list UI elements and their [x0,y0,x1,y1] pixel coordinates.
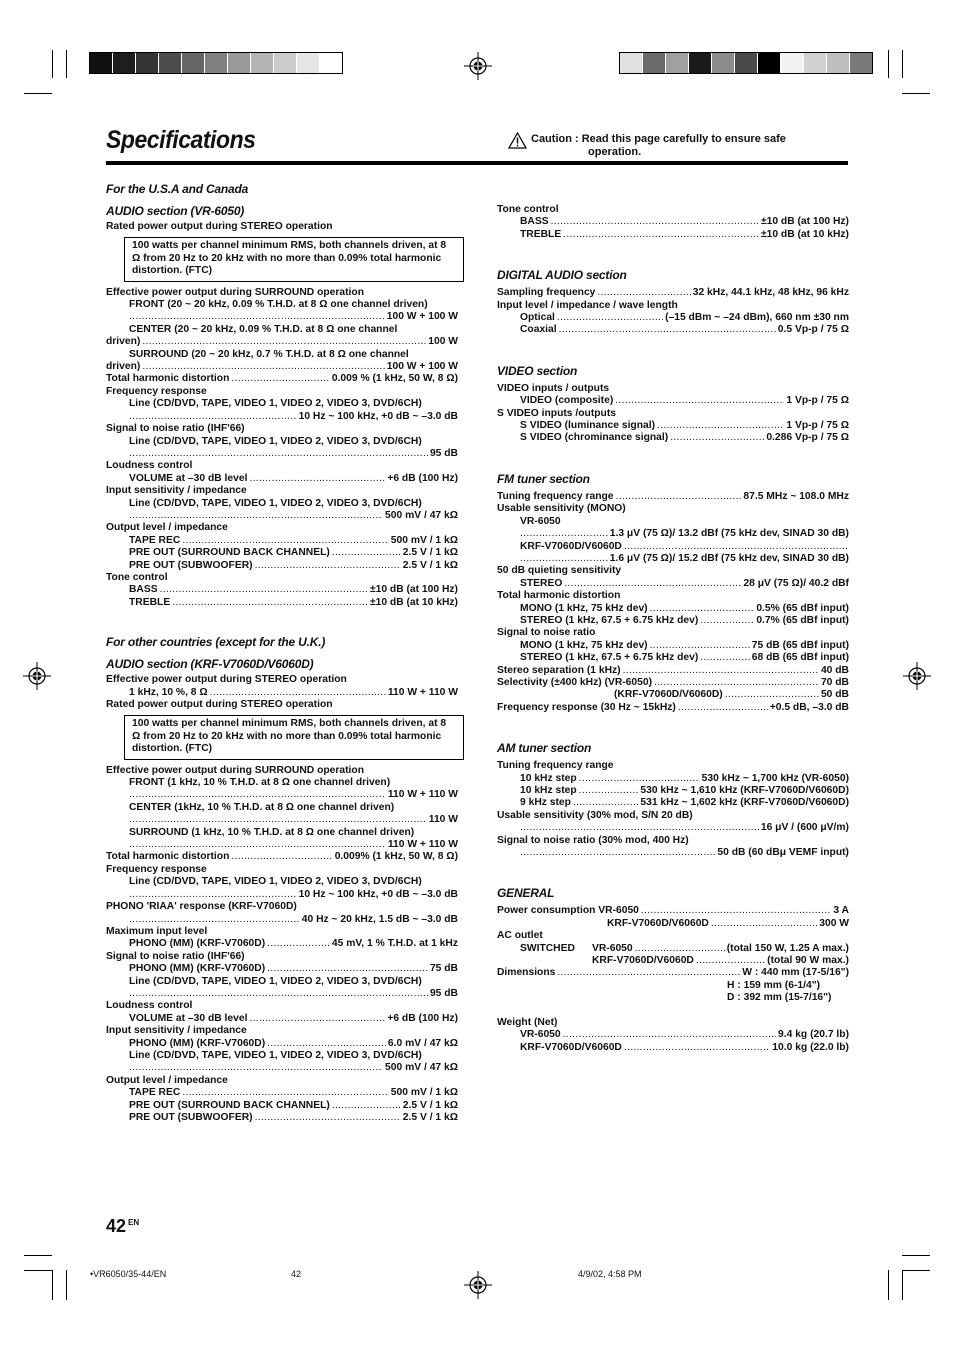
spec-label: Usable sensitivity (MONO) [497,503,626,515]
section-heading: DIGITAL AUDIO section [497,268,627,283]
crop-mark [52,1270,53,1300]
section-heading: FM tuner section [497,471,590,486]
left-column [106,182,458,1124]
crop-mark [24,93,52,94]
spec-row: BASS ..... ±10 dB (at 100 Hz) [106,584,458,596]
page-number: 42 $^{EN}$ [106,1216,140,1236]
spec-row: KRF-V7060D/V6060D ..... (total 90 W max.) [497,955,849,967]
spec-label: Weight (Net) [497,1016,558,1028]
spec-row: ..... 110 W + 110 W [106,789,458,801]
spec-row: ..... 50 dB (60 dBμ VEMF input) [497,847,849,859]
color-patch [735,53,758,73]
crop-mark [52,50,53,78]
spec-row: MONO (1 kHz, 75 kHz dev) ..... 75 dB (65 dBf input) [497,640,849,652]
spec-row: PRE OUT (SUBWOOFER) ..... 2.5 V / 1 kΩ [106,1112,458,1124]
color-patch [804,53,827,73]
registration-mark-icon [464,52,492,80]
spec-label: S VIDEO inputs /outputs [497,407,616,419]
region-heading: For other countries (except for the U.K.) [106,635,326,650]
color-patch [666,53,689,73]
spec-label: Input sensitivity / impedance [106,485,247,497]
color-patch [712,53,735,73]
spec-row: TAPE REC ..... 500 mV / 1 kΩ [106,535,458,547]
section-heading: VIDEO section [497,363,578,378]
spec-label: FRONT (20 ~ 20 kHz, 0.09 % T.H.D. at 8 Ω one channel driven) [129,299,428,311]
spec-row: ..... 110 W [106,814,458,826]
spec-row: PRE OUT (SURROUND BACK CHANNEL) ..... 2.5 V / 1 kΩ [106,1100,458,1112]
spec-row: Dimensions ..... W : 440 mm (17-5/16") [497,967,849,979]
spec-row: PRE OUT (SUBWOOFER) ..... 2.5 V / 1 kΩ [106,560,458,572]
crop-mark [66,50,67,78]
crop-mark [902,1255,930,1256]
spec-label: SURROUND (20 ~ 20 kHz, 0.7 % T.H.D. at 8 Ω one channel [129,348,409,360]
color-patch [689,53,712,73]
spec-row: 10 kHz step ..... 530 kHz ~ 1,700 kHz (VR-6050) [497,773,849,785]
spec-row: PHONO (MM) (KRF-V7060D) ..... 6.0 mV / 47 kΩ [106,1038,458,1050]
ftc-box: 100 watts per channel minimum RMS, both channels driven, at 8 Ω from 20 Hz to 20 kHz with no more than 0.09% total harmonic distortion. (FTC) [124,237,464,281]
spec-label: Output level / impedance [106,1074,228,1086]
spec-row: KRF-V7060D/V6060D ..... [497,541,849,553]
spec-label: CENTER (1kHz, 10 % T.H.D. at 8 Ω one channel driven) [129,801,395,813]
spec-row: 10 kHz step ..... 530 kHz ~ 1,610 kHz (KRF-V7060D/V6060D) [497,785,849,797]
color-patch [251,53,274,73]
spec-label: Signal to noise ratio [497,627,596,639]
color-patch [620,53,643,73]
spec-label: PHONO 'RIAA' response (KRF-V7060D) [106,901,297,913]
warning-icon [508,132,527,149]
color-patch [205,53,228,73]
spec-row: VOLUME at –30 dB level ..... +6 dB (100 Hz) [106,1013,458,1025]
spec-label: CENTER (20 ~ 20 kHz, 0.09 % T.H.D. at 8 Ω one channel [129,323,398,335]
registration-mark-icon [23,662,51,690]
spec-label: Output level / impedance [106,522,228,534]
title-rule [106,161,848,165]
footer-date: 4/9/02, 4:58 PM [578,1269,642,1279]
color-patch [320,53,342,73]
right-column [497,204,849,1054]
spec-label: Input sensitivity / impedance [106,1025,247,1037]
spec-label: Effective power output during SURROUND operation [106,764,364,776]
spec-row: Stereo separation (1 kHz) ..... 40 dB [497,665,849,677]
spec-label: Line (CD/DVD, TAPE, VIDEO 1, VIDEO 2, VIDEO 3, DVD/6CH) [129,876,422,888]
caution-line-2: operation. [588,146,642,158]
spec-row: TREBLE ..... ±10 dB (at 10 kHz) [106,597,458,609]
color-patch [228,53,251,73]
spec-label: Line (CD/DVD, TAPE, VIDEO 1, VIDEO 2, VIDEO 3, DVD/6CH) [129,435,422,447]
spec-row: STEREO ..... 28 μV (75 Ω)/ 40.2 dBf [497,578,849,590]
spec-row: Frequency response (30 Hz ~ 15kHz) ..... +0.5 dB, –3.0 dB [497,702,849,714]
color-patch [827,53,850,73]
spec-label: Usable sensitivity (30% mod, S/N 20 dB) [497,809,693,821]
spec-row: KRF-V7060D/V6060D ..... 10.0 kg (22.0 lb) [497,1042,849,1054]
spec-row: VIDEO (composite) ..... 1 Vp-p / 75 Ω [497,395,849,407]
spec-row: STEREO (1 kHz, 67.5 + 6.75 kHz dev) ..... 0.7% (65 dBf input) [497,615,849,627]
color-patch [136,53,159,73]
spec-label: Rated power output during STEREO operation [106,221,333,232]
spec-row: Sampling frequency ..... 32 kHz, 44.1 kHz, 48 kHz, 96 kHz [497,287,849,299]
spec-label: Loudness control [106,460,193,472]
spec-row: S VIDEO (luminance signal) ..... 1 Vp-p / 75 Ω [497,420,849,432]
crop-mark [902,93,930,94]
spec-row: ..... 10 Hz ~ 100 kHz, +0 dB ~ –3.0 dB [106,889,458,901]
spec-label: VIDEO inputs / outputs [497,382,610,394]
spec-row: Tuning frequency range ..... 87.5 MHz ~ 108.0 MHz [497,491,849,503]
spec-label: Rated power output during STEREO operation [106,699,333,710]
registration-mark-icon [903,662,931,690]
spec-row: ..... 40 Hz ~ 20 kHz, 1.5 dB ~ –3.0 dB [106,914,458,926]
crop-mark [902,1270,930,1271]
spec-row: MONO (1 kHz, 75 kHz dev) ..... 0.5% (65 dBf input) [497,603,849,615]
color-patch [274,53,297,73]
spec-row: ..... 10 Hz ~ 100 kHz, +0 dB ~ –3.0 dB [106,411,458,423]
spec-value: D : 392 mm (15-7/16") [727,992,832,1004]
spec-row: S VIDEO (chrominance signal) ..... 0.286 Vp-p / 75 Ω [497,432,849,444]
crop-mark [888,1270,889,1300]
spec-label: Line (CD/DVD, TAPE, VIDEO 1, VIDEO 2, VIDEO 3, DVD/6CH) [129,398,422,410]
spec-label: 50 dB quieting sensitivity [497,565,622,577]
spec-row: 1 kHz, 10 %, 8 Ω ..... 110 W + 110 W [106,687,458,699]
spec-row: driven) ..... 100 W + 100 W [106,361,458,373]
spec-label: Line (CD/DVD, TAPE, VIDEO 1, VIDEO 2, VIDEO 3, DVD/6CH) [129,1049,422,1061]
spec-row: ..... 500 mV / 47 kΩ [106,1062,458,1074]
spec-row: PRE OUT (SURROUND BACK CHANNEL) ..... 2.5 V / 1 kΩ [106,547,458,559]
color-patch [90,53,113,73]
caution-line-1: Caution : Read this page carefully to ensure safe [531,133,786,145]
spec-row: ..... 1.6 μV (75 Ω)/ 15.2 dBf (75 kHz dev, SINAD 30 dB) [497,553,849,565]
spec-label: Signal to noise ratio (30% mod, 400 Hz) [497,834,689,846]
crop-mark [66,1270,67,1300]
spec-row: ..... 100 W + 100 W [106,311,458,323]
spec-label: Tone control [106,571,168,583]
spec-row: VR-6050 ..... 9.4 kg (20.7 lb) [497,1029,849,1041]
color-patch [781,53,804,73]
spec-row: Total harmonic distortion ..... 0.009 % (1 kHz, 50 W, 8 Ω) [106,373,458,385]
spec-row: ..... 95 dB [106,988,458,1000]
spec-label: Tone control [497,204,559,215]
crop-mark [888,50,889,78]
spec-row: ..... 110 W + 110 W [106,839,458,851]
spec-label: Effective power output during STEREO operation [106,674,347,686]
region-heading: For the U.S.A and Canada [106,182,249,196]
section-heading: AUDIO section (VR-6050) [106,204,245,218]
crop-mark [24,1270,52,1271]
spec-row: ..... 1.3 μV (75 Ω)/ 13.2 dBf (75 kHz dev, SINAD 30 dB) [497,528,849,540]
spec-row: KRF-V7060D/V6060D ..... 300 W [497,918,849,930]
spec-row: BASS ..... ±10 dB (at 100 Hz) [497,216,849,228]
spec-label: Input level / impedance / wave length [497,299,678,311]
spec-label: Total harmonic distortion [497,590,621,602]
spec-label: Line (CD/DVD, TAPE, VIDEO 1, VIDEO 2, VIDEO 3, DVD/6CH) [129,975,422,987]
section-heading: AM tuner section [497,741,592,756]
spec-row: ..... 16 μV / (600 μV/m) [497,822,849,834]
spec-row: ..... 95 dB [106,448,458,460]
spec-label: Loudness control [106,1000,193,1012]
footer-page: 42 [291,1269,302,1279]
color-strip-left [89,52,343,74]
spec-label: Frequency response [106,385,207,397]
spec-row: TAPE REC ..... 500 mV / 1 kΩ [106,1087,458,1099]
spec-row: PHONO (MM) (KRF-V7060D) ..... 45 mV, 1 % T.H.D. at 1 kHz [106,938,458,950]
ftc-box: 100 watts per channel minimum RMS, both channels driven, at 8 Ω from 20 Hz to 20 kHz with no more than 0.09% total harmonic distortion. (FTC) [124,715,464,759]
spec-label: VR-6050 [520,515,561,527]
spec-row: STEREO (1 kHz, 67.5 + 6.75 kHz dev) ..... 68 dB (65 dBf input) [497,652,849,664]
spec-row: SWITCHED VR-6050 ..... (total 150 W, 1.25 A max.) [497,943,849,955]
color-patch [182,53,205,73]
color-patch [850,53,872,73]
spec-row: 9 kHz step ..... 531 kHz ~ 1,602 kHz (KRF-V7060D/V6060D) [497,797,849,809]
spec-label: Effective power output during SURROUND operation [106,286,364,298]
spec-row: (KRF-V7060D/V6060D) ..... 50 dB [497,689,849,701]
color-patch [113,53,136,73]
registration-mark-icon [464,1271,492,1299]
color-patch [159,53,182,73]
spec-row: Power consumption VR-6050 ..... 3 A [497,905,849,917]
color-patch [643,53,666,73]
spec-row: driven) ..... 100 W [106,336,458,348]
spec-label: Frequency response [106,863,207,875]
spec-row: ..... 500 mV / 47 kΩ [106,510,458,522]
spec-row: TREBLE ..... ±10 dB (at 10 kHz) [497,229,849,241]
spec-value: H : 159 mm (6-1/4") [727,979,821,991]
footer-code: •VR6050/35-44/EN [90,1269,167,1279]
spec-label: Signal to noise ratio (IHF'66) [106,950,245,962]
page-title: Specifications [106,126,256,154]
spec-row: Coaxial ..... 0.5 Vp-p / 75 Ω [497,324,849,336]
crop-mark [24,1255,52,1256]
spec-label: AC outlet [497,930,543,942]
spec-label: Tuning frequency range [497,760,614,772]
section-heading: GENERAL [497,886,555,901]
color-patch [758,53,781,73]
language-code: EN [128,1218,140,1227]
spec-label: Maximum input level [106,925,208,937]
spec-label: Signal to noise ratio (IHF'66) [106,423,245,435]
color-strip-right [619,52,873,74]
spec-row: Optical ..... (–15 dBm ~ –24 dBm), 660 nm ±30 nm [497,312,849,324]
crop-mark [902,50,903,78]
spec-label: FRONT (1 kHz, 10 % T.H.D. at 8 Ω one channel driven) [129,777,391,789]
section-heading: AUDIO section (KRF-V7060D/V6060D) [106,657,314,672]
crop-mark [902,1270,903,1300]
spec-row: Total harmonic distortion ..... 0.009% (1 kHz, 50 W, 8 Ω) [106,851,458,863]
spec-row: Selectivity (±400 kHz) (VR-6050) ..... 70 dB [497,677,849,689]
spec-label: Line (CD/DVD, TAPE, VIDEO 1, VIDEO 2, VIDEO 3, DVD/6CH) [129,497,422,509]
color-patch [297,53,320,73]
spec-row: PHONO (MM) (KRF-V7060D) ..... 75 dB [106,963,458,975]
spec-label: SURROUND (1 kHz, 10 % T.H.D. at 8 Ω one channel driven) [129,826,415,838]
spec-row: VOLUME at –30 dB level ..... +6 dB (100 Hz) [106,473,458,485]
